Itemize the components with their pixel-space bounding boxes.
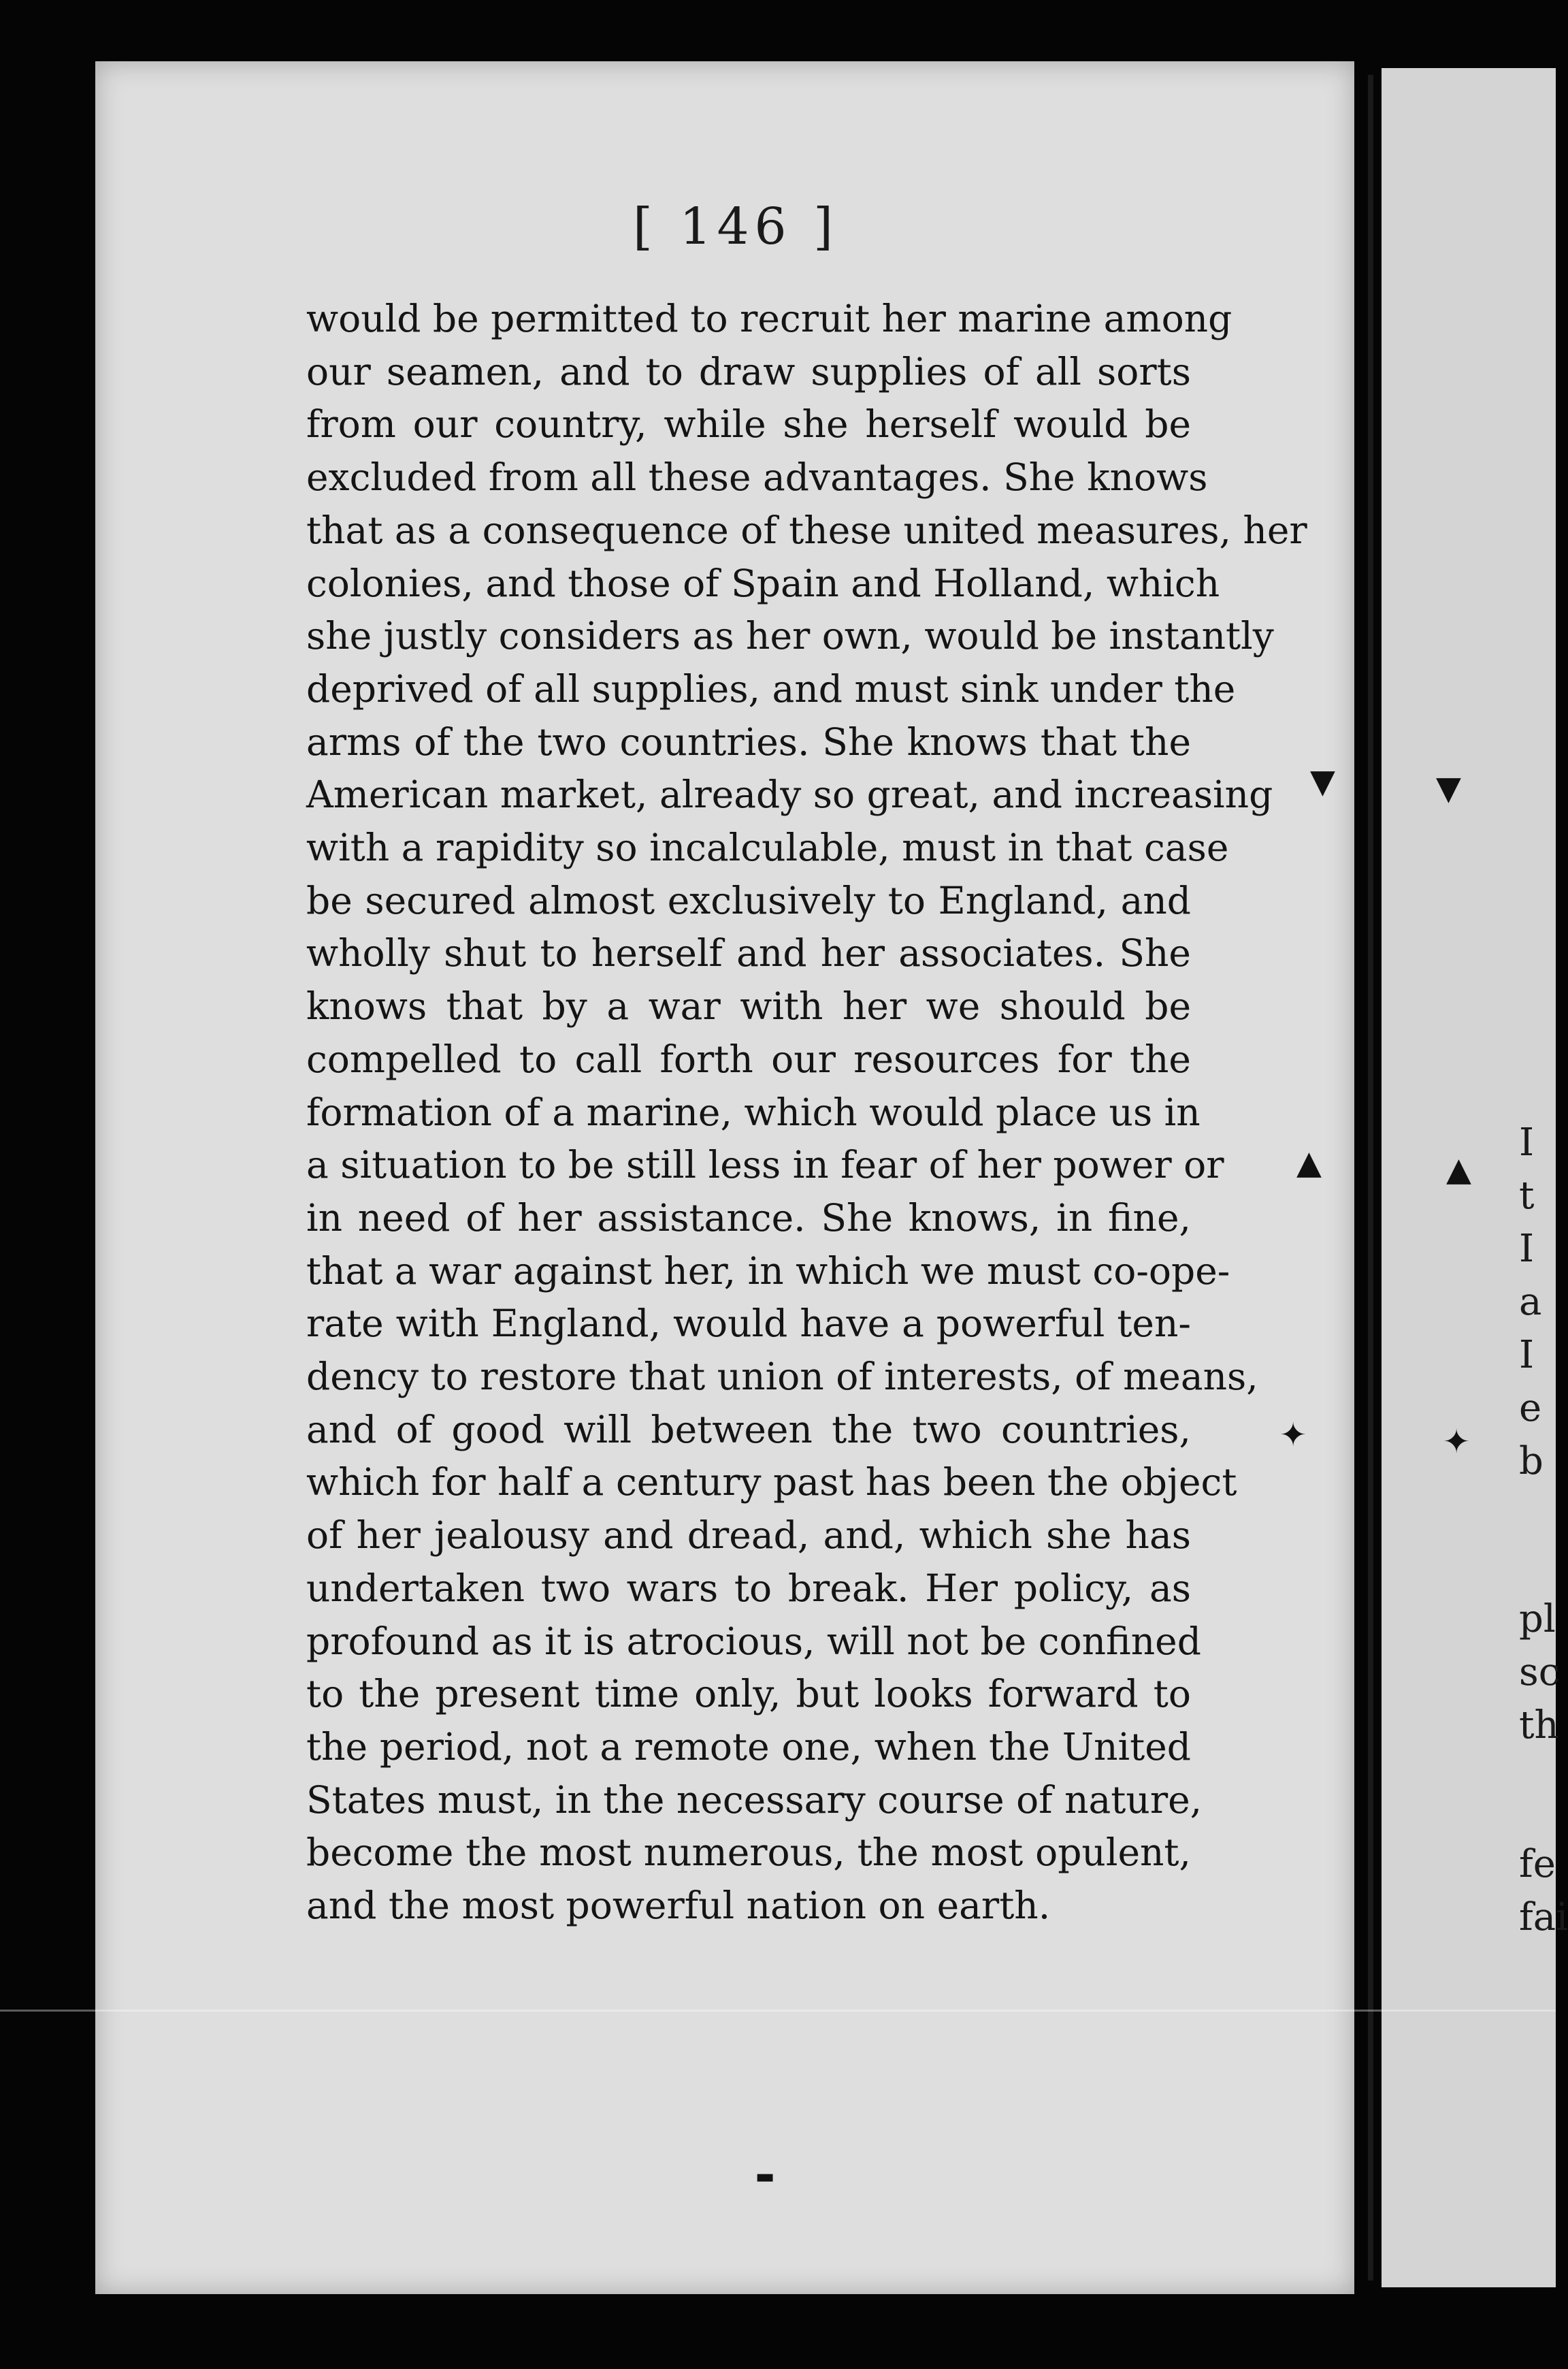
text-line: profound as it is atrocious, will not be confined [306, 1619, 1201, 1663]
text-line: States must, in the necessary course of nature, [306, 1777, 1203, 1822]
text-line: would be permitted to recruit her marine among [306, 297, 1232, 340]
fragment-text: sc [1519, 1650, 1561, 1694]
text-line: that a war against her, in which we must co-ope- [306, 1248, 1230, 1293]
text-line: compelled to call forth our resources for the [306, 1037, 1191, 1081]
fragment-text: a [1519, 1280, 1542, 1324]
fragment-text: I [1519, 1227, 1535, 1271]
fragment-text: fe [1519, 1842, 1556, 1886]
text-line: with a rapidity so incalculable, must in that case [306, 826, 1229, 870]
text-line: and the most powerful nation on earth. [306, 1884, 1051, 1928]
body-text [306, 293, 1307, 1933]
margin-mark-icon: ✦ [1279, 1416, 1307, 1454]
text-line: colonies, and those of Spain and Holland, which [306, 561, 1220, 605]
page-number: [ 146 ] [633, 197, 839, 256]
text-line: of her jealousy and dread, and, which she has [306, 1513, 1191, 1558]
margin-mark-icon: ▼ [1436, 769, 1461, 807]
text-line: to the present time only, but looks forward to [306, 1672, 1191, 1716]
text-line: knows that by a war with her we should be [306, 984, 1191, 1029]
text-line: and of good will between the two countries, [306, 1407, 1191, 1451]
text-line: be secured almost exclusively to England, and [306, 878, 1191, 922]
text-line: in need of her assistance. She knows, in fine, [306, 1195, 1191, 1240]
text-line: wholly shut to herself and her associates. She [306, 931, 1191, 976]
page-gutter [1368, 75, 1373, 2281]
fragment-text: th [1519, 1703, 1559, 1747]
fragment-text: e [1519, 1386, 1542, 1430]
fragment-text: I [1519, 1333, 1535, 1377]
ink-spot-icon: ▬ [755, 2165, 775, 2189]
fragment-text: t [1519, 1174, 1535, 1218]
facing-page-fragment [1519, 1838, 1568, 1944]
text-line: our seamen, and to draw supplies of all sorts [306, 349, 1191, 393]
margin-mark-icon: ✦ [1443, 1423, 1471, 1461]
text-line: a situation to be still less in fear of her power or [306, 1143, 1224, 1187]
fragment-text: pl [1519, 1597, 1556, 1641]
text-line: deprived of all supplies, and must sink under the [306, 666, 1236, 711]
text-line: become the most numerous, the most opulent, [306, 1831, 1191, 1875]
facing-page-fragment [1519, 1593, 1560, 1752]
text-line: dency to restore that union of interests, of means, [306, 1355, 1258, 1399]
text-line: she justly considers as her own, would be instantly [306, 614, 1274, 658]
facing-page-fragment [1519, 1116, 1544, 1488]
fragment-text: I [1519, 1121, 1535, 1165]
text-line: American market, already so great, and increasing [306, 773, 1273, 817]
margin-mark-icon: ▼ [1310, 762, 1335, 801]
text-line: which for half a century past has been the object [306, 1460, 1237, 1504]
fragment-text: fai [1519, 1895, 1568, 1939]
text-line: from our country, while she herself would be [306, 402, 1191, 447]
text-line: arms of the two countries. She knows that the [306, 720, 1191, 764]
text-line: the period, not a remote one, when the United [306, 1724, 1191, 1769]
text-line: rate with England, would have a powerful ten- [306, 1302, 1191, 1346]
text-line: undertaken two wars to break. Her policy, as [306, 1566, 1191, 1610]
scan-artifact-line [0, 2010, 1556, 2012]
fragment-text: b [1519, 1439, 1544, 1483]
margin-mark-icon: ▲ [1296, 1144, 1322, 1182]
text-line: that as a consequence of these united measures, her [306, 508, 1307, 552]
text-line: excluded from all these advantages. She knows [306, 455, 1208, 500]
margin-mark-icon: ▲ [1446, 1150, 1471, 1189]
text-line: formation of a marine, which would place us in [306, 1090, 1200, 1134]
